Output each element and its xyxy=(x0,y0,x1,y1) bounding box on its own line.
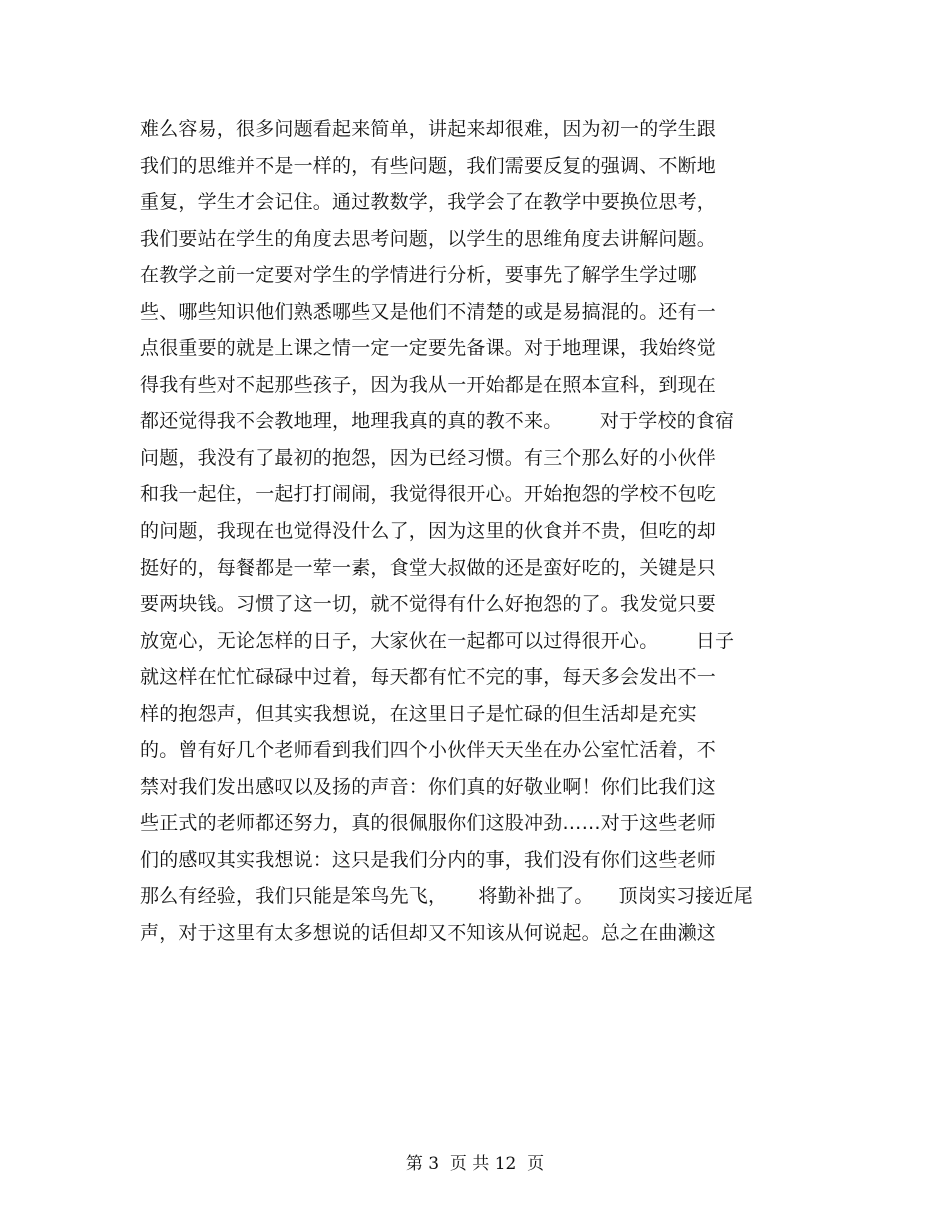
text-line: 放宽心，无论怎样的日子，大家伙在一起都可以过得很开心。 日子 xyxy=(140,629,735,652)
text-line: 们的感叹其实我想说：这只是我们分内的事，我们没有你们这些老师 xyxy=(140,848,717,871)
text-line: 那么有经验，我们只能是笨鸟先飞， 将勤补拙了。 顶岗实习接近尾 xyxy=(140,885,753,908)
text-line: 问题，我没有了最初的抱怨，因为已经习惯。有三个那么好的小伙伴 xyxy=(140,446,717,469)
text-line: 禁对我们发出感叹以及扬的声音：你们真的好敬业啊！你们比我们这 xyxy=(140,775,717,798)
text-line: 些正式的老师都还努力，真的很佩服你们这股冲劲……对于这些老师 xyxy=(140,812,717,835)
text-line: 我们要站在学生的角度去思考问题，以学生的思维角度去讲解问题。 xyxy=(140,227,717,250)
text-line: 要两块钱。习惯了这一切，就不觉得有什么好抱怨的了。我发觉只要 xyxy=(140,593,717,616)
text-line: 声，对于这里有太多想说的话但却又不知该从何说起。总之在曲濑这 xyxy=(140,922,717,945)
text-line: 的问题，我现在也觉得没什么了，因为这里的伙食并不贵，但吃的却 xyxy=(140,520,717,543)
text-line: 和我一起住，一起打打闹闹，我觉得很开心。开始抱怨的学校不包吃 xyxy=(140,483,717,506)
text-line: 在教学之前一定要对学生的学情进行分析，要事先了解学生学过哪 xyxy=(140,264,697,287)
text-line: 样的抱怨声，但其实我想说，在这里日子是忙碌的但生活却是充实 xyxy=(140,702,697,725)
body-text xyxy=(140,111,830,952)
text-line: 难么容易，很多问题看起来简单，讲起来却很难，因为初一的学生跟 xyxy=(140,118,717,140)
text-line: 挺好的，每餐都是一荤一素，食堂大叔做的还是蛮好吃的，关键是只 xyxy=(140,556,717,579)
text-line: 都还觉得我不会教地理，地理我真的真的教不来。 对于学校的食宿 xyxy=(140,410,735,433)
text-line: 我们的思维并不是一样的，有些问题，我们需要反复的强调、不断地 xyxy=(140,154,717,177)
page-number-footer: 第 3 页 共 12 页 xyxy=(405,1154,545,1174)
text-line: 重复，学生才会记住。通过教数学，我学会了在教学中要换位思考， xyxy=(140,191,717,214)
text-line: 得我有些对不起那些孩子，因为我从一开始都是在照本宣科，到现在 xyxy=(140,373,717,396)
text-line: 就这样在忙忙碌碌中过着，每天都有忙不完的事，每天多会发出不一 xyxy=(140,666,717,689)
text-line: 点很重要的就是上课之情一定一定要先备课。对于地理课，我始终觉 xyxy=(140,337,717,360)
text-line: 的。曾有好几个老师看到我们四个小伙伴天天坐在办公室忙活着，不 xyxy=(140,739,717,762)
text-line: 些、哪些知识他们熟悉哪些又是他们不清楚的或是易搞混的。还有一 xyxy=(140,300,717,323)
